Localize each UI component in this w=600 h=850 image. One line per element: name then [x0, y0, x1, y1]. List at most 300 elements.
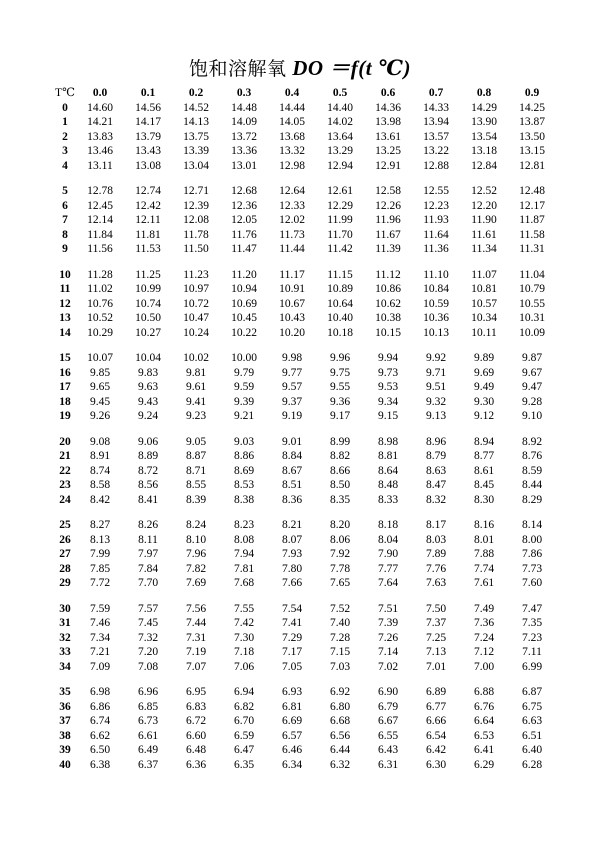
temperature-cell: 18 — [59, 395, 71, 408]
value-cell: 13.68 — [279, 130, 305, 143]
value-cell: 8.48 — [377, 479, 399, 491]
value-cell: 10.13 — [423, 326, 449, 339]
value-cell: 13.32 — [279, 145, 305, 157]
value-cell: 12.71 — [183, 185, 209, 197]
table-row — [54, 199, 556, 214]
value-cell: 12.36 — [231, 199, 257, 212]
value-cell: 9.67 — [521, 366, 543, 379]
value-cell: 6.88 — [473, 686, 495, 698]
value-cell: 11.58 — [519, 228, 545, 241]
value-cell: 14.29 — [471, 101, 497, 114]
value-cell: 12.29 — [327, 199, 353, 212]
column-header: 0.4 — [284, 87, 300, 99]
value-cell: 8.63 — [425, 464, 447, 477]
value-cell: 7.51 — [377, 602, 399, 615]
column-header: 0.2 — [188, 87, 204, 99]
value-cell: 13.04 — [183, 159, 209, 172]
header-row — [54, 86, 556, 101]
value-cell: 8.53 — [233, 479, 255, 491]
value-cell: 8.45 — [473, 479, 495, 491]
value-cell: 14.33 — [423, 101, 449, 114]
temperature-cell: 6 — [62, 199, 68, 212]
column-header: 0.5 — [332, 87, 348, 99]
value-cell: 6.49 — [137, 744, 159, 756]
temperature-cell: 32 — [59, 631, 71, 644]
value-cell: 10.84 — [423, 283, 449, 295]
value-cell: 12.42 — [135, 199, 161, 212]
value-cell: 9.65 — [89, 381, 111, 393]
value-cell: 7.42 — [233, 617, 255, 629]
table-row — [54, 729, 556, 744]
table-row — [54, 576, 556, 591]
value-cell: 9.49 — [473, 381, 495, 393]
column-header: 0.9 — [524, 87, 540, 99]
value-cell: 13.64 — [327, 130, 353, 143]
value-cell: 14.52 — [183, 101, 209, 114]
value-cell: 11.56 — [87, 243, 113, 255]
value-cell: 7.76 — [425, 562, 447, 575]
value-cell: 6.46 — [281, 744, 303, 756]
value-cell: 9.94 — [377, 352, 399, 364]
value-cell: 6.41 — [473, 744, 495, 756]
value-cell: 11.34 — [471, 243, 497, 255]
temperature-cell: 33 — [59, 646, 71, 658]
value-cell: 10.40 — [327, 312, 353, 324]
value-cell: 14.05 — [279, 116, 305, 128]
value-cell: 7.09 — [89, 660, 111, 673]
value-cell: 9.15 — [377, 410, 399, 422]
table-row — [54, 297, 556, 312]
value-cell: 6.38 — [89, 758, 111, 771]
temperature-cell: 25 — [59, 519, 71, 531]
value-cell: 7.66 — [281, 577, 303, 589]
value-cell: 7.25 — [425, 631, 447, 644]
value-cell: 6.56 — [329, 729, 351, 742]
value-cell: 8.61 — [473, 464, 495, 477]
table-row — [54, 660, 556, 675]
value-cell: 7.49 — [473, 602, 495, 615]
value-cell: 8.01 — [473, 533, 495, 546]
value-cell: 7.45 — [137, 617, 159, 629]
value-cell: 6.59 — [233, 729, 255, 742]
temperature-cell: 20 — [59, 435, 71, 448]
value-cell: 8.94 — [473, 435, 495, 448]
value-cell: 10.72 — [183, 297, 209, 310]
value-cell: 10.09 — [519, 326, 545, 339]
value-cell: 12.68 — [231, 185, 257, 197]
value-cell: 6.68 — [329, 715, 351, 727]
value-cell: 14.60 — [87, 101, 113, 114]
value-cell: 14.02 — [327, 116, 353, 128]
value-cell: 10.04 — [135, 352, 161, 364]
value-cell: 12.05 — [231, 214, 257, 226]
value-cell: 9.89 — [473, 352, 495, 364]
table-row — [54, 464, 556, 479]
group-spacer — [54, 173, 556, 184]
value-cell: 6.60 — [185, 729, 207, 742]
group-spacer — [54, 424, 556, 435]
value-cell: 8.30 — [473, 493, 495, 506]
value-cell: 9.01 — [281, 435, 303, 448]
temperature-cell: 36 — [59, 700, 71, 713]
value-cell: 8.55 — [185, 479, 207, 491]
value-cell: 8.69 — [233, 464, 255, 477]
temperature-cell: 0 — [62, 101, 68, 114]
value-cell: 9.55 — [329, 381, 351, 393]
value-cell: 7.06 — [233, 660, 255, 673]
temperature-cell: 9 — [62, 243, 68, 255]
value-cell: 13.46 — [87, 145, 113, 157]
value-cell: 10.27 — [135, 326, 161, 339]
value-cell: 10.67 — [279, 297, 305, 310]
table-row — [54, 743, 556, 758]
value-cell: 7.12 — [473, 646, 495, 658]
temperature-cell: 22 — [59, 464, 71, 477]
value-cell: 8.71 — [185, 464, 207, 477]
value-cell: 8.81 — [377, 450, 399, 462]
value-cell: 9.47 — [521, 381, 543, 393]
value-cell: 13.72 — [231, 130, 257, 143]
group-spacer — [54, 340, 556, 351]
value-cell: 8.33 — [377, 493, 399, 506]
column-header: 0.8 — [476, 87, 492, 99]
value-cell: 6.37 — [137, 758, 159, 771]
column-header: 0.1 — [140, 87, 156, 99]
value-cell: 9.32 — [425, 395, 447, 408]
value-cell: 8.74 — [89, 464, 111, 477]
value-cell: 6.80 — [329, 700, 351, 713]
temperature-cell: 34 — [59, 660, 71, 673]
value-cell: 9.36 — [329, 395, 351, 408]
value-cell: 7.29 — [281, 631, 303, 644]
value-cell: 9.53 — [377, 381, 399, 393]
value-cell: 11.70 — [327, 228, 353, 241]
table-row — [54, 115, 556, 130]
value-cell: 8.58 — [89, 479, 111, 491]
value-cell: 10.91 — [279, 283, 305, 295]
value-cell: 11.81 — [135, 228, 161, 241]
value-cell: 9.05 — [185, 435, 207, 448]
value-cell: 8.92 — [521, 435, 543, 448]
value-cell: 9.30 — [473, 395, 495, 408]
value-cell: 7.26 — [377, 631, 399, 644]
value-cell: 6.34 — [281, 758, 303, 771]
value-cell: 14.09 — [231, 116, 257, 128]
temperature-cell: 8 — [62, 228, 68, 241]
table-row — [54, 533, 556, 548]
value-cell: 8.67 — [281, 464, 303, 477]
value-cell: 10.18 — [327, 326, 353, 339]
value-cell: 7.59 — [89, 602, 111, 615]
table-row — [54, 547, 556, 562]
value-cell: 6.48 — [185, 744, 207, 756]
value-cell: 11.90 — [471, 214, 497, 226]
value-cell: 10.76 — [87, 297, 113, 310]
value-cell: 12.61 — [327, 185, 353, 197]
group-spacer — [54, 257, 556, 268]
value-cell: 12.91 — [375, 159, 401, 172]
value-cell: 10.79 — [519, 283, 545, 295]
value-cell: 8.00 — [521, 533, 543, 546]
table-row — [54, 700, 556, 715]
corner-header: T℃ — [55, 87, 75, 99]
value-cell: 8.27 — [89, 519, 111, 531]
temperature-cell: 30 — [59, 602, 71, 615]
value-cell: 7.14 — [377, 646, 399, 658]
value-cell: 7.36 — [473, 617, 495, 629]
value-cell: 10.74 — [135, 297, 161, 310]
temperature-cell: 2 — [62, 130, 68, 143]
value-cell: 8.23 — [233, 519, 255, 531]
value-cell: 10.38 — [375, 312, 401, 324]
value-cell: 10.62 — [375, 297, 401, 310]
temperature-cell: 24 — [59, 493, 71, 506]
value-cell: 12.94 — [327, 159, 353, 172]
value-cell: 8.99 — [329, 435, 351, 448]
value-cell: 7.92 — [329, 548, 351, 560]
value-cell: 6.28 — [521, 758, 543, 771]
value-cell: 12.02 — [279, 214, 305, 226]
table-row — [54, 409, 556, 424]
value-cell: 11.47 — [231, 243, 257, 255]
value-cell: 7.28 — [329, 631, 351, 644]
column-header: 0.6 — [380, 87, 396, 99]
value-cell: 11.36 — [423, 243, 449, 255]
value-cell: 8.66 — [329, 464, 351, 477]
page-title — [0, 52, 600, 82]
value-cell: 11.53 — [135, 243, 161, 255]
value-cell: 6.81 — [281, 700, 303, 713]
temperature-cell: 11 — [59, 283, 71, 295]
value-cell: 13.18 — [471, 145, 497, 157]
value-cell: 11.76 — [231, 228, 257, 241]
value-cell: 6.79 — [377, 700, 399, 713]
value-cell: 13.15 — [519, 145, 545, 157]
value-cell: 9.19 — [281, 410, 303, 422]
value-cell: 13.11 — [87, 159, 113, 172]
value-cell: 9.26 — [89, 410, 111, 422]
value-cell: 12.20 — [471, 199, 497, 212]
value-cell: 10.59 — [423, 297, 449, 310]
value-cell: 13.22 — [423, 145, 449, 157]
value-cell: 11.84 — [87, 228, 113, 241]
value-cell: 12.84 — [471, 159, 497, 172]
value-cell: 6.54 — [425, 729, 447, 742]
value-cell: 14.36 — [375, 101, 401, 114]
temperature-cell: 12 — [59, 297, 71, 310]
value-cell: 8.24 — [185, 519, 207, 531]
value-cell: 9.17 — [329, 410, 351, 422]
value-cell: 12.08 — [183, 214, 209, 226]
temperature-cell: 3 — [62, 145, 68, 157]
value-cell: 9.57 — [281, 381, 303, 393]
value-cell: 7.01 — [425, 660, 447, 673]
value-cell: 10.34 — [471, 312, 497, 324]
value-cell: 9.03 — [233, 435, 255, 448]
value-cell: 10.86 — [375, 283, 401, 295]
value-cell: 13.94 — [423, 116, 449, 128]
table-row — [54, 366, 556, 381]
value-cell: 7.50 — [425, 602, 447, 615]
value-cell: 10.43 — [279, 312, 305, 324]
value-cell: 7.44 — [185, 617, 207, 629]
value-cell: 7.78 — [329, 562, 351, 575]
value-cell: 7.03 — [329, 660, 351, 673]
value-cell: 7.46 — [89, 617, 111, 629]
value-cell: 7.73 — [521, 562, 543, 575]
value-cell: 9.81 — [185, 366, 207, 379]
value-cell: 9.75 — [329, 366, 351, 379]
value-cell: 7.30 — [233, 631, 255, 644]
value-cell: 6.63 — [521, 715, 543, 727]
column-header: 0.0 — [92, 87, 108, 99]
value-cell: 10.47 — [183, 312, 209, 324]
table-row — [54, 758, 556, 773]
value-cell: 7.07 — [185, 660, 207, 673]
value-cell: 8.79 — [425, 450, 447, 462]
value-cell: 9.96 — [329, 352, 351, 364]
table-row — [54, 351, 556, 366]
value-cell: 7.69 — [185, 577, 207, 589]
value-cell: 7.32 — [137, 631, 159, 644]
value-cell: 9.10 — [521, 410, 543, 422]
value-cell: 12.33 — [279, 199, 305, 212]
table-row — [54, 685, 556, 700]
value-cell: 10.81 — [471, 283, 497, 295]
value-cell: 6.96 — [137, 686, 159, 698]
value-cell: 6.72 — [185, 715, 207, 727]
value-cell: 10.24 — [183, 326, 209, 339]
value-cell: 8.04 — [377, 533, 399, 546]
table-row — [54, 228, 556, 243]
value-cell: 7.23 — [521, 631, 543, 644]
value-cell: 11.28 — [87, 268, 113, 281]
column-header: 0.3 — [236, 87, 252, 99]
value-cell: 8.72 — [137, 464, 159, 477]
value-cell: 7.80 — [281, 562, 303, 575]
value-cell: 11.31 — [519, 243, 545, 255]
table-row — [54, 380, 556, 395]
value-cell: 7.81 — [233, 562, 255, 575]
value-cell: 7.65 — [329, 577, 351, 589]
temperature-cell: 7 — [62, 214, 68, 226]
value-cell: 6.66 — [425, 715, 447, 727]
value-cell: 9.06 — [137, 435, 159, 448]
value-cell: 6.75 — [521, 700, 543, 713]
table-row — [54, 242, 556, 257]
value-cell: 12.17 — [519, 199, 545, 212]
value-cell: 7.86 — [521, 548, 543, 560]
table-row — [54, 602, 556, 617]
value-cell: 7.11 — [522, 646, 542, 658]
value-cell: 7.64 — [377, 577, 399, 589]
value-cell: 13.29 — [327, 145, 353, 157]
value-cell: 8.03 — [425, 533, 447, 546]
value-cell: 8.11 — [138, 533, 158, 546]
value-cell: 8.98 — [377, 435, 399, 448]
temperature-cell: 14 — [59, 326, 71, 339]
table-row — [54, 645, 556, 660]
value-cell: 8.18 — [377, 519, 399, 531]
value-cell: 7.96 — [185, 548, 207, 560]
value-cell: 7.60 — [521, 577, 543, 589]
value-cell: 11.61 — [471, 228, 497, 241]
value-cell: 6.42 — [425, 744, 447, 756]
table-row — [54, 449, 556, 464]
temperature-cell: 16 — [59, 366, 71, 379]
value-cell: 7.56 — [185, 602, 207, 615]
value-cell: 9.85 — [89, 366, 111, 379]
value-cell: 7.88 — [473, 548, 495, 560]
value-cell: 8.36 — [281, 493, 303, 506]
value-cell: 13.43 — [135, 145, 161, 157]
value-cell: 8.21 — [281, 519, 303, 531]
value-cell: 13.98 — [375, 116, 401, 128]
value-cell: 10.57 — [471, 297, 497, 310]
value-cell: 10.69 — [231, 297, 257, 310]
value-cell: 7.97 — [137, 548, 159, 560]
value-cell: 8.06 — [329, 533, 351, 546]
value-cell: 7.37 — [425, 617, 447, 629]
value-cell: 11.78 — [183, 228, 209, 241]
value-cell: 8.96 — [425, 435, 447, 448]
value-cell: 10.02 — [183, 352, 209, 364]
value-cell: 7.89 — [425, 548, 447, 560]
value-cell: 10.00 — [231, 352, 257, 364]
value-cell: 9.45 — [89, 395, 111, 408]
value-cell: 12.74 — [135, 185, 161, 197]
value-cell: 7.00 — [473, 660, 495, 673]
value-cell: 10.22 — [231, 326, 257, 339]
value-cell: 7.34 — [89, 631, 111, 644]
value-cell: 11.39 — [375, 243, 401, 255]
value-cell: 8.20 — [329, 519, 351, 531]
value-cell: 13.36 — [231, 145, 257, 157]
value-cell: 8.14 — [521, 519, 543, 531]
value-cell: 7.35 — [521, 617, 543, 629]
value-cell: 6.83 — [185, 700, 207, 713]
value-cell: 11.20 — [231, 268, 257, 281]
table-row — [54, 435, 556, 450]
value-cell: 14.56 — [135, 101, 161, 114]
table-row — [54, 714, 556, 729]
value-cell: 12.39 — [183, 199, 209, 212]
value-cell: 10.94 — [231, 283, 257, 295]
value-cell: 11.10 — [423, 268, 449, 281]
value-cell: 10.29 — [87, 326, 113, 339]
value-cell: 12.64 — [279, 185, 305, 197]
value-cell: 10.11 — [471, 326, 497, 339]
value-cell: 9.59 — [233, 381, 255, 393]
value-cell: 7.70 — [137, 577, 159, 589]
value-cell: 6.85 — [137, 700, 159, 713]
value-cell: 7.41 — [281, 617, 303, 629]
table-row — [54, 631, 556, 646]
value-cell: 8.44 — [521, 479, 543, 491]
value-cell: 8.51 — [281, 479, 303, 491]
value-cell: 13.90 — [471, 116, 497, 128]
title-formula: DO ＝f(t ℃) — [292, 56, 412, 80]
value-cell: 7.72 — [89, 577, 111, 589]
temperature-cell: 13 — [59, 312, 71, 324]
value-cell: 8.91 — [89, 450, 111, 462]
value-cell: 8.64 — [377, 464, 399, 477]
value-cell: 6.29 — [473, 758, 495, 771]
table-row — [54, 326, 556, 341]
temperature-cell: 17 — [59, 381, 71, 393]
table-row — [54, 101, 556, 116]
table-row — [54, 144, 556, 159]
